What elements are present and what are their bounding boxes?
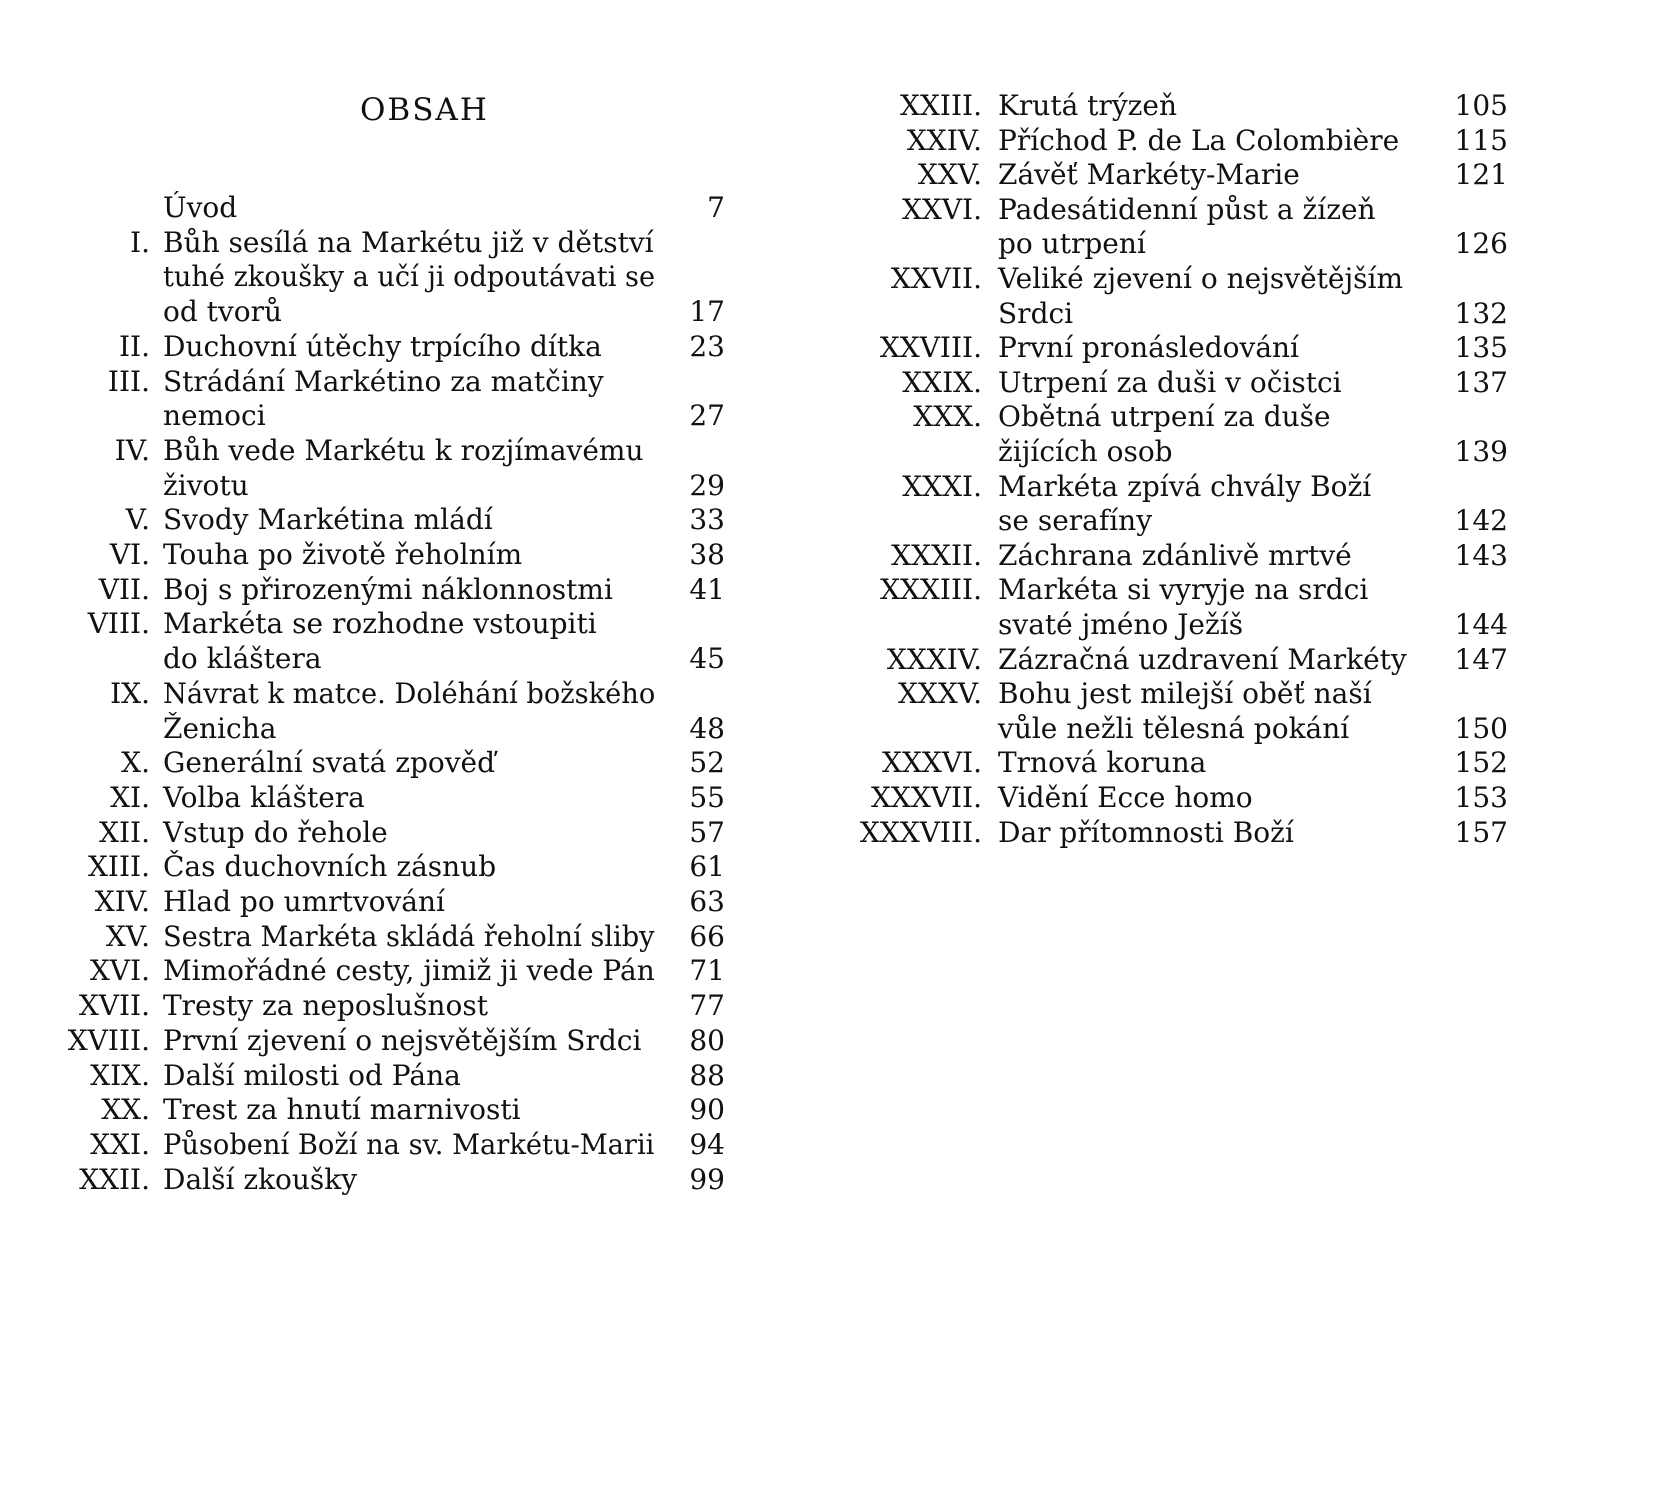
toc-entry <box>0 226 1518 262</box>
page-number: 157 <box>1454 815 1508 849</box>
page-title: OBSAH <box>360 92 489 128</box>
page-number: 63 <box>689 885 725 918</box>
chapter-title: Volba kláštera <box>163 780 365 814</box>
chapter-number: XVII. <box>78 989 150 1023</box>
toc-entry <box>0 780 1518 816</box>
chapter-number: XXXV. <box>897 677 982 711</box>
chapter-number: XII. <box>99 815 150 849</box>
toc-entry <box>0 711 1518 747</box>
toc-entry <box>0 538 1518 574</box>
toc-entry <box>0 434 1518 470</box>
toc-entry <box>0 1023 735 1059</box>
page-number: 55 <box>689 780 725 814</box>
chapter-title: Další milosti od Pána <box>163 1058 461 1092</box>
chapter-number: X. <box>121 746 150 780</box>
chapter-title: Markéta si vyryje na srdci <box>998 573 1369 607</box>
page-number: 52 <box>689 746 725 780</box>
chapter-number: XVI. <box>89 954 150 988</box>
chapter-number: XXIV. <box>906 123 982 157</box>
page-number: 23 <box>689 329 725 363</box>
chapter-title: Bůh vede Markétu k rozjímavému <box>163 433 644 467</box>
chapter-title: vůle nežli tělesná pokání <box>998 711 1350 745</box>
toc-entry <box>0 988 735 1024</box>
chapter-number: XV. <box>105 919 150 953</box>
chapter-title: se serafíny <box>998 504 1153 538</box>
chapter-number: IX. <box>110 676 150 710</box>
chapter-number: XXXIII. <box>880 573 982 607</box>
page-number: 142 <box>1454 504 1508 538</box>
chapter-title: životu <box>163 468 249 502</box>
chapter-title: Trnová koruna <box>998 746 1207 780</box>
chapter-title: Tresty za neposlušnost <box>163 989 488 1023</box>
page-number: 17 <box>689 295 725 329</box>
page-number: 99 <box>689 1162 725 1196</box>
page-number: 48 <box>689 711 725 745</box>
chapter-title: Návrat k matce. Doléhání božského <box>163 676 656 710</box>
toc-entry <box>0 365 1518 401</box>
toc-entry <box>0 815 1518 851</box>
chapter-number: XXII. <box>79 1162 150 1196</box>
chapter-title: Generální svatá zpověď <box>163 746 496 780</box>
chapter-title: Zázračná uzdravení Markéty <box>998 642 1407 676</box>
page-number: 147 <box>1454 642 1508 676</box>
page-number: 153 <box>1454 781 1508 814</box>
chapter-number: XIII. <box>87 850 150 884</box>
page-number: 137 <box>1454 365 1508 399</box>
toc-entry <box>0 192 1518 228</box>
chapter-title: Působení Boží na sv. Markétu-Marii <box>163 1127 655 1161</box>
page-number: 45 <box>689 642 725 676</box>
chapter-title: Příchod P. de La Colombière <box>998 123 1400 157</box>
chapter-title: Dar přítomnosti Boží <box>998 815 1294 849</box>
chapter-title: Vstup do řehole <box>163 815 388 849</box>
chapter-number: XXV. <box>917 158 982 192</box>
page-number: 139 <box>1454 435 1508 468</box>
toc-entry <box>0 330 1518 366</box>
chapter-title: Padesátidenní půst a žízeň <box>998 192 1376 226</box>
chapter-number: V. <box>125 503 150 537</box>
page-number: 77 <box>689 989 725 1023</box>
chapter-title: Bůh sesílá na Markétu již v dětství <box>163 225 654 259</box>
chapter-title: svaté jméno Ježíš <box>998 608 1244 641</box>
chapter-number: XXVII. <box>890 262 982 295</box>
page-number: 41 <box>689 572 725 606</box>
chapter-title: Markéta zpívá chvály Boží <box>998 469 1372 503</box>
chapter-number: XXXI. <box>902 469 982 503</box>
chapter-number: XXIII. <box>900 89 982 122</box>
chapter-title: Další zkoušky <box>163 1162 358 1196</box>
chapter-title: tuhé zkoušky a učí ji odpoutávati se <box>163 260 656 294</box>
toc-entry <box>0 919 735 955</box>
toc-entry <box>0 572 1518 608</box>
chapter-title: Závěť Markéty-Marie <box>998 158 1300 192</box>
toc-entry <box>0 849 735 885</box>
chapter-number: I. <box>130 225 150 259</box>
toc-entry <box>0 745 1518 781</box>
chapter-title: Strádání Markétino za matčiny <box>163 364 604 398</box>
chapter-number: XXX. <box>913 400 982 434</box>
chapter-title: Ženicha <box>163 711 277 745</box>
page-number: 29 <box>689 468 725 502</box>
chapter-number: II. <box>118 329 150 363</box>
toc-entry <box>0 469 1518 505</box>
page-number: 135 <box>1454 331 1508 365</box>
page-number: 94 <box>689 1127 725 1161</box>
chapter-title: Touha po životě řeholním <box>163 538 523 571</box>
page-number: 121 <box>1454 158 1508 192</box>
toc-entry <box>0 1162 735 1198</box>
chapter-title: Svody Markétina mládí <box>163 503 493 537</box>
chapter-number: XXVIII. <box>879 331 982 365</box>
chapter-title: Úvod <box>163 191 238 224</box>
chapter-title: Duchovní útěchy trpícího dítka <box>163 329 602 363</box>
chapter-title: Srdci <box>998 296 1074 330</box>
chapter-title: Boj s přirozenými náklonnostmi <box>163 572 613 606</box>
chapter-number: IV. <box>114 433 150 467</box>
chapter-title: Sestra Markéta skládá řeholní sliby <box>163 919 655 953</box>
toc-entry <box>0 642 1518 678</box>
chapter-number: XXXVII. <box>870 781 982 814</box>
chapter-number: XX. <box>101 1093 150 1127</box>
toc-entry <box>0 1092 735 1128</box>
chapter-title: Hlad po umrtvování <box>163 885 445 918</box>
chapter-title: Vidění Ecce homo <box>998 781 1253 814</box>
chapter-number: XXXIV. <box>886 642 982 676</box>
page-number: 88 <box>689 1058 725 1092</box>
chapter-number: XXXVIII. <box>859 815 982 849</box>
toc-entry <box>0 884 735 920</box>
page-number: 61 <box>689 850 725 884</box>
page-number: 7 <box>707 191 725 224</box>
chapter-number: XXI. <box>90 1127 150 1161</box>
page-number: 150 <box>1454 711 1508 745</box>
chapter-title: Krutá trýzeň <box>998 89 1177 122</box>
page-number: 66 <box>689 919 725 953</box>
page-number: 132 <box>1454 296 1508 330</box>
chapter-title: Obětná utrpení za duše <box>998 400 1331 434</box>
chapter-title: Mimořádné cesty, jimiž ji vede Pán <box>163 954 655 988</box>
chapter-title: po utrpení <box>998 227 1146 261</box>
chapter-number: VII. <box>98 572 150 606</box>
page-number: 143 <box>1454 538 1508 572</box>
toc-entry <box>0 261 1518 297</box>
page-number: 105 <box>1454 89 1508 122</box>
chapter-title: Utrpení za duši v očistci <box>998 365 1342 399</box>
page-number: 152 <box>1454 746 1508 780</box>
toc-entry <box>0 503 1518 539</box>
chapter-number: VIII. <box>87 607 150 641</box>
chapter-number: XIV. <box>94 885 150 918</box>
toc-entry <box>0 607 1518 643</box>
toc-entry <box>0 296 1518 332</box>
chapter-title: První zjevení o nejsvětějším Srdci <box>163 1023 642 1057</box>
toc-entry <box>0 88 1518 124</box>
chapter-number: XXXVI. <box>882 746 982 780</box>
chapter-title: žijících osob <box>998 435 1173 468</box>
page-number: 115 <box>1454 123 1508 157</box>
chapter-title: Trest za hnutí marnivosti <box>163 1093 521 1127</box>
toc-entry <box>0 676 1518 712</box>
page-number: 57 <box>689 815 725 849</box>
page-number: 71 <box>689 954 725 988</box>
chapter-title: od tvorů <box>163 295 283 329</box>
toc-entry <box>0 953 735 989</box>
chapter-number: XIX. <box>90 1058 150 1092</box>
chapter-number: III. <box>107 364 150 398</box>
page-number: 27 <box>689 399 725 433</box>
chapter-title: do kláštera <box>163 642 322 676</box>
page-number: 90 <box>689 1093 725 1127</box>
chapter-number: XVIII. <box>67 1023 150 1057</box>
chapter-title: Záchrana zdánlivě mrtvé <box>998 538 1352 572</box>
toc-entry <box>0 1127 735 1163</box>
page-number: 80 <box>689 1023 725 1057</box>
page-number: 126 <box>1454 227 1508 261</box>
chapter-number: VI. <box>109 538 150 571</box>
toc-entry <box>0 399 1518 435</box>
chapter-title: Veliké zjevení o nejsvětějším <box>998 262 1404 295</box>
chapter-number: XXIX. <box>902 365 982 399</box>
page-number: 144 <box>1454 608 1508 641</box>
chapter-number: XI. <box>110 780 150 814</box>
chapter-title: Čas duchovních zásnub <box>163 850 497 884</box>
toc-entry <box>0 157 1518 193</box>
chapter-title: První pronásledování <box>998 331 1299 365</box>
chapter-number: XXXII. <box>891 538 982 572</box>
page-number: 33 <box>689 503 725 537</box>
chapter-number: XXVI. <box>901 192 982 226</box>
toc-entry <box>0 123 1518 159</box>
page-number: 38 <box>689 538 725 571</box>
chapter-title: Markéta se rozhodne vstoupiti <box>163 607 597 641</box>
chapter-title: Bohu jest milejší oběť naší <box>998 677 1372 711</box>
chapter-title: nemoci <box>163 399 266 433</box>
toc-entry <box>0 1058 735 1094</box>
